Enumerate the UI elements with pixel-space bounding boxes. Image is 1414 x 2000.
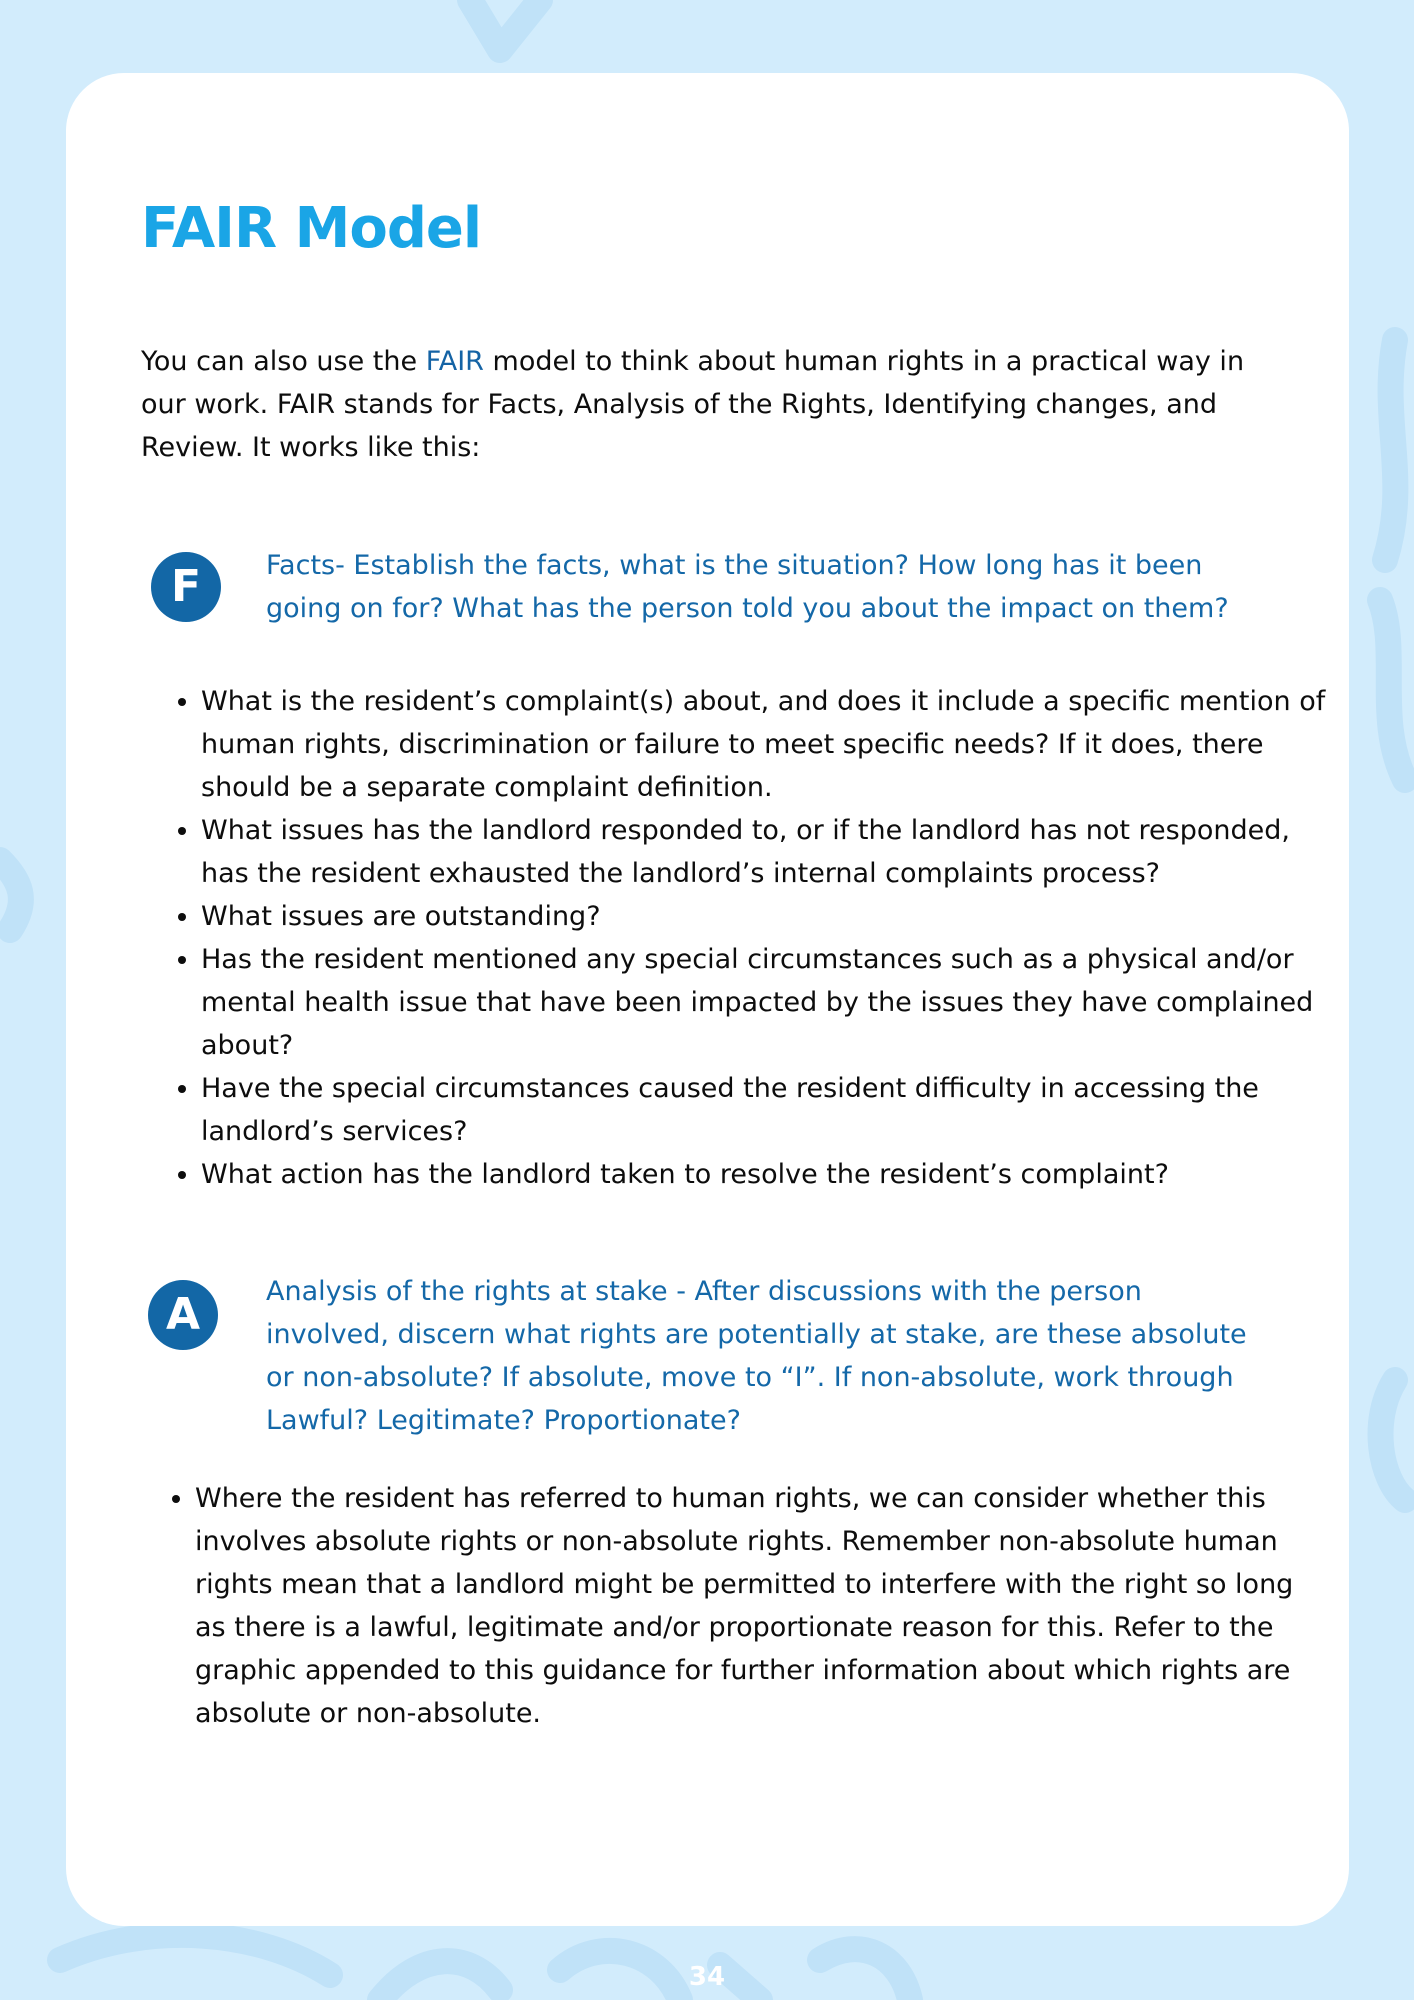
list-item: • Has the resident mentioned any special circumstances such as a physical and/or mental health issue that have been impacted by the issues they have complained about?	[201, 938, 1331, 1067]
facts-letter-badge: F	[151, 552, 221, 622]
list-item: • Have the special circumstances caused the resident difficulty in accessing the landlord’s services?	[201, 1067, 1331, 1153]
list-item: • What action has the landlord taken to resolve the resident’s complaint?	[201, 1153, 1331, 1196]
intro-text-start: You can also use the	[141, 346, 426, 377]
facts-heading: Facts- Establish the facts, what is the situation? How long has it been going on for? What has the person told you about the impact on them?	[266, 550, 1229, 624]
analysis-bullet-list	[135, 1477, 1315, 1735]
analysis-letter-badge: A	[148, 1280, 218, 1350]
list-item: • What is the resident’s complaint(s) about, and does it include a specific mention of human rights, discrimination or failure to meet specific needs? If it does, there should be a separate complaint definition.	[201, 680, 1331, 809]
page-number: 34	[688, 1962, 726, 1992]
list-item: • What issues has the landlord responded to, or if the landlord has not responded, has the resident exhausted the landlord’s internal complaints process?	[201, 809, 1331, 895]
facts-bullet-list	[141, 680, 1331, 1196]
analysis-heading: Analysis of the rights at stake - After discussions with the person involved, discern what rights are potentially at stake, are these absolute or non-absolute? If absolute, move to “I”. If non-absolute, work through Lawful? Legitimate? Proportionate?	[266, 1276, 1247, 1436]
list-item: • Where the resident has referred to human rights, we can consider whether this involves absolute rights or non-absolute rights. Remember non-absolute human rights mean that a landlord might be permitted to interfere with the right so long as there is a lawful, legitimate and/or proportionate reason for this. Refer to the graphic appended to this guidance for further information about which rights are absolute or non-absolute.	[195, 1477, 1315, 1735]
intro-paragraph	[141, 340, 1271, 469]
fair-highlight: FAIR	[425, 346, 484, 377]
page-title: FAIR Model	[141, 196, 482, 261]
list-item: • What issues are outstanding?	[201, 895, 1331, 938]
intro-text-end: model to think about human rights in a practical way in our work. FAIR stands for Facts, Analysis of the Rights, Identifying changes, and Review. It works like this:	[141, 346, 1245, 463]
